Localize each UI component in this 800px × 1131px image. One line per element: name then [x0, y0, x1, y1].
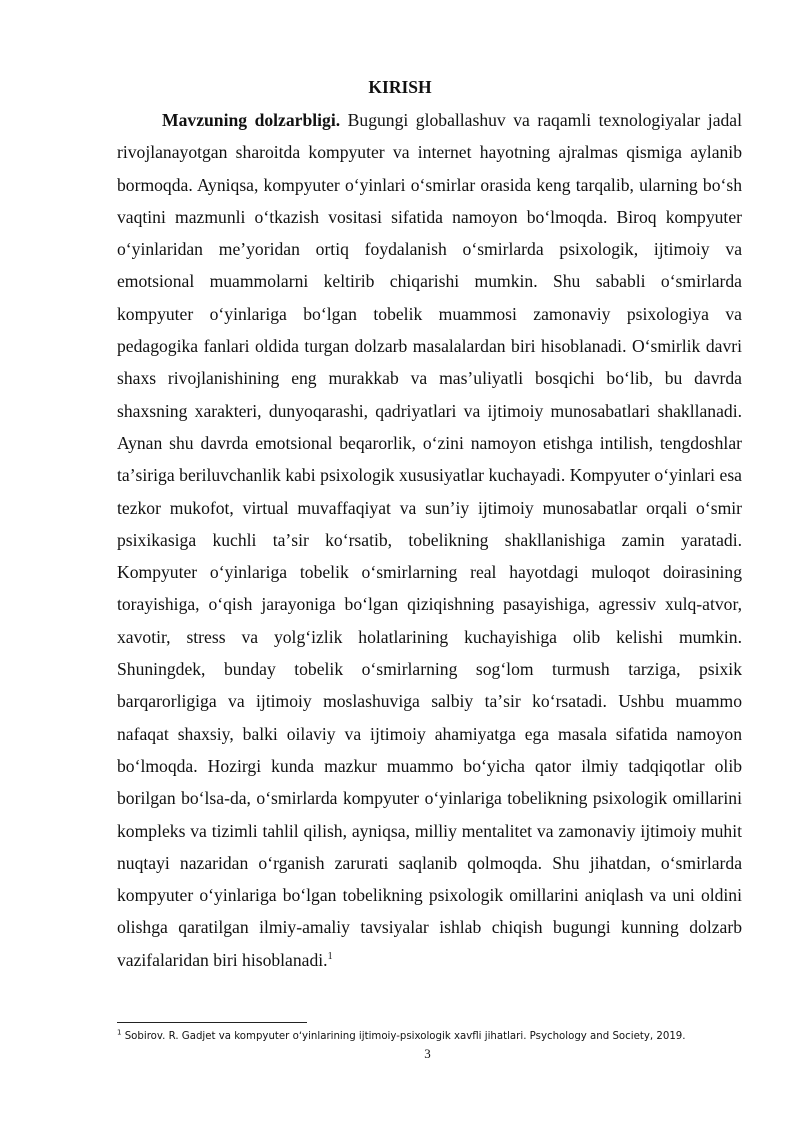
footnote-number: 1 [117, 1028, 122, 1037]
body-paragraph [117, 104, 742, 976]
page-number: 3 [424, 1046, 431, 1061]
footnote [117, 1030, 757, 1044]
footnote-text: Sobirov. R. Gadjet va kompyuter oʻyinlarining ijtimoiy-psixologik xavfli jihatlari. Psychology and Society, 2019. [121, 1031, 686, 1042]
paragraph-text: Bugungi globallashuv va raqamli texnologiyalar jadal rivojlanayotgan sharoitda kompyuter va internet hayotning ajralmas qismiga aylanib bormoqda. Ayniqsa, kompyuter oʻyinlari oʻsmirlar orasida keng tarqalib, ularning boʻsh vaqtini mazmunli oʻtkazish vositasi sifatida namoyon boʻlmoqda. Biroq kompyuter oʻyinlaridan meʼyoridan ortiq foydalanish oʻsmirlarda psixologik, ijtimoiy va emotsional muammolarni keltirib chiqarishi mumkin. Shu sababli oʻsmirlarda kompyuter oʻyinlariga boʻlgan tobelik muammosi zamonaviy psixologiya va pedagogika fanlari oldida turgan dolzarb masalalardan biri hisoblanadi. Oʻsmirlik davri shaxs rivojlanishining eng murakkab va masʼuliyatli bosqichi boʻlib, bu davrda shaxsning xarakteri, dunyoqarashi, qadriyatlari va ijtimoiy munosabatlari shakllanadi. Aynan shu davrda emotsional beqarorlik, oʻzini namoyon etishga intilish, tengdoshlar taʼsiriga beriluvchanlik kabi psixologik xususiyatlar kuchayadi. Kompyuter oʻyinlari esa tezkor mukofot, virtual muvaffaqiyat va sunʼiy ijtimoiy munosabatlar orqali oʻsmir psixikasiga kuchli taʼsir koʻrsatib, tobelikning shakllanishiga zamin yaratadi. Kompyuter oʻyinlariga tobelik oʻsmirlarning real hayotdagi muloqot doirasining torayishiga, oʻqish jarayoniga boʻlgan qiziqishning pasayishiga, agressiv xulq-atvor, xavotir, stress va yolgʻizlik holatlarining kuchayishiga olib kelishi mumkin. Shuningdek, bunday tobelik oʻsmirlarning sogʻlom turmush tarziga, psixik barqarorligiga va ijtimoiy moslashuviga salbiy taʼsir koʻrsatadi. Ushbu muammo nafaqat shaxsiy, balki oilaviy va ijtimoiy ahamiyatga ega masala sifatida namoyon boʻlmoqda. Hozirgi kunda mazkur muammo boʻyicha qator ilmiy tadqiqotlar olib borilgan boʻlsa-da, oʻsmirlarda kompyuter oʻyinlariga tobelikning psixologik omillarini kompleks va tizimli tahlil qilish, ayniqsa, milliy mentalitet va zamonaviy ijtimoiy muhit nuqtayi nazaridan oʻrganish zarurati saqlanib qolmoqda. Shu jihatdan, oʻsmirlarda kompyuter oʻyinlariga boʻlgan tobelikning psixologik omillarini aniqlash va uni oldini olishga qaratilgan ilmiy-amaliy tavsiyalar ishlab chiqish bugungi kunning dolzarb vazifalaridan biri hisoblanadi. [117, 110, 743, 970]
section-heading: KIRISH [368, 77, 432, 97]
footnote-reference[interactable]: 1 [327, 950, 333, 962]
paragraph-lead: Mavzuning dolzarbligi. [162, 110, 341, 130]
footnote-separator [117, 1022, 307, 1023]
